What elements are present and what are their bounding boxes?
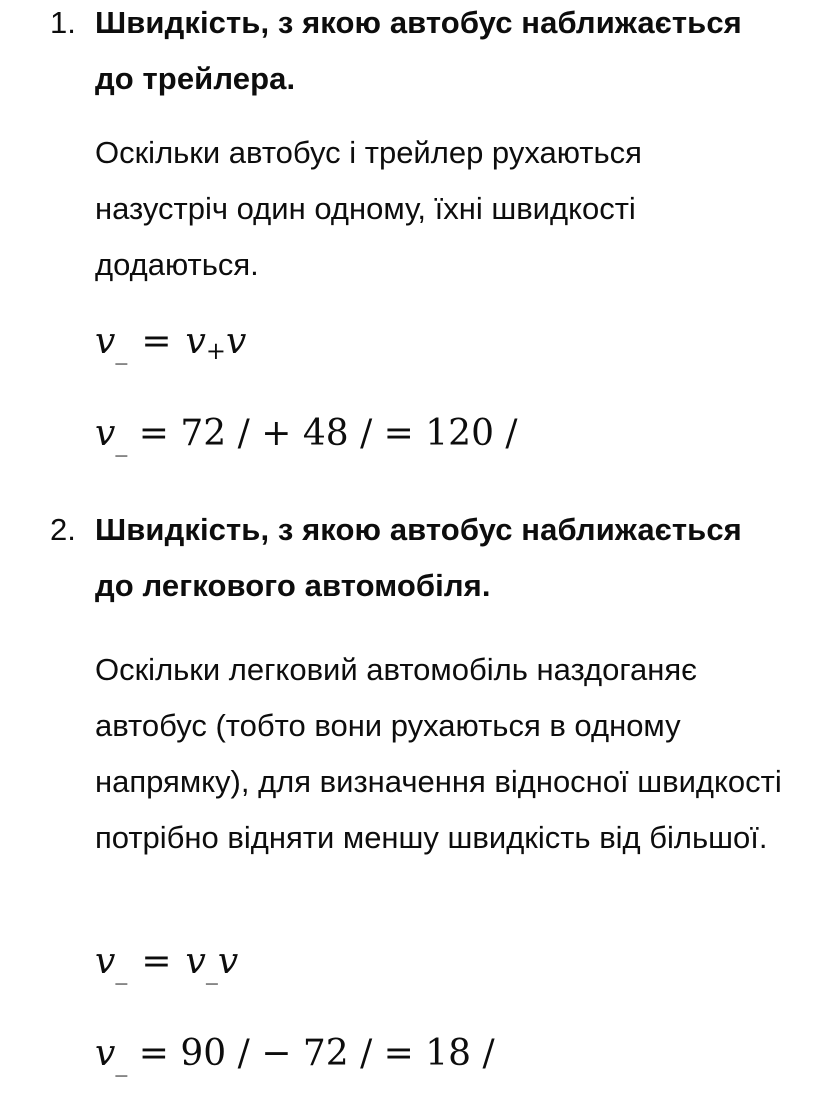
formula-subscript: + xyxy=(205,337,226,365)
item-title: Швидкість, з якою автобус наближається до легкового автомобіля. xyxy=(95,512,742,603)
formula-var: v xyxy=(185,941,206,982)
formula-var: v xyxy=(225,321,247,362)
formula-var: v xyxy=(95,321,116,362)
item-text: Оскільки автобус і трейлер рухаються назустріч один одному, їхні швидкості додаються. xyxy=(95,135,642,282)
formula-operator: = xyxy=(141,321,172,362)
formula xyxy=(95,322,246,365)
item-text: Оскільки легковий автомобіль наздоганяє автобус (тобто вони рухаються в одному напрямку), для визначення відносної швидкості потрібно відняти меншу швидкість від більшої. xyxy=(95,652,782,855)
formula xyxy=(95,1034,495,1077)
list-item-body xyxy=(95,502,795,866)
formula-var: v xyxy=(95,1033,116,1074)
formula-subscript: _ xyxy=(115,337,128,365)
list-number: 1. xyxy=(50,5,76,40)
item-title: Швидкість, з якою автобус наближається до трейлера. xyxy=(95,5,742,96)
formula-var: v xyxy=(217,941,239,982)
formula-expression: = 90 / − 72 / = 18 / xyxy=(138,1033,495,1074)
list-item-body xyxy=(95,0,795,293)
formula-subscript: _ xyxy=(115,429,128,457)
formula-subscript: _ xyxy=(205,957,218,985)
list-number: 2. xyxy=(50,512,76,547)
formula-expression: = 72 / + 48 / = 120 / xyxy=(138,413,518,454)
formula-var: v xyxy=(95,941,116,982)
formula-subscript: _ xyxy=(115,1049,128,1077)
formula xyxy=(95,414,518,457)
formula xyxy=(95,942,238,985)
formula-var: v xyxy=(185,321,206,362)
formula-var: v xyxy=(95,413,116,454)
formula-operator: = xyxy=(141,941,172,982)
formula-subscript: _ xyxy=(115,957,128,985)
